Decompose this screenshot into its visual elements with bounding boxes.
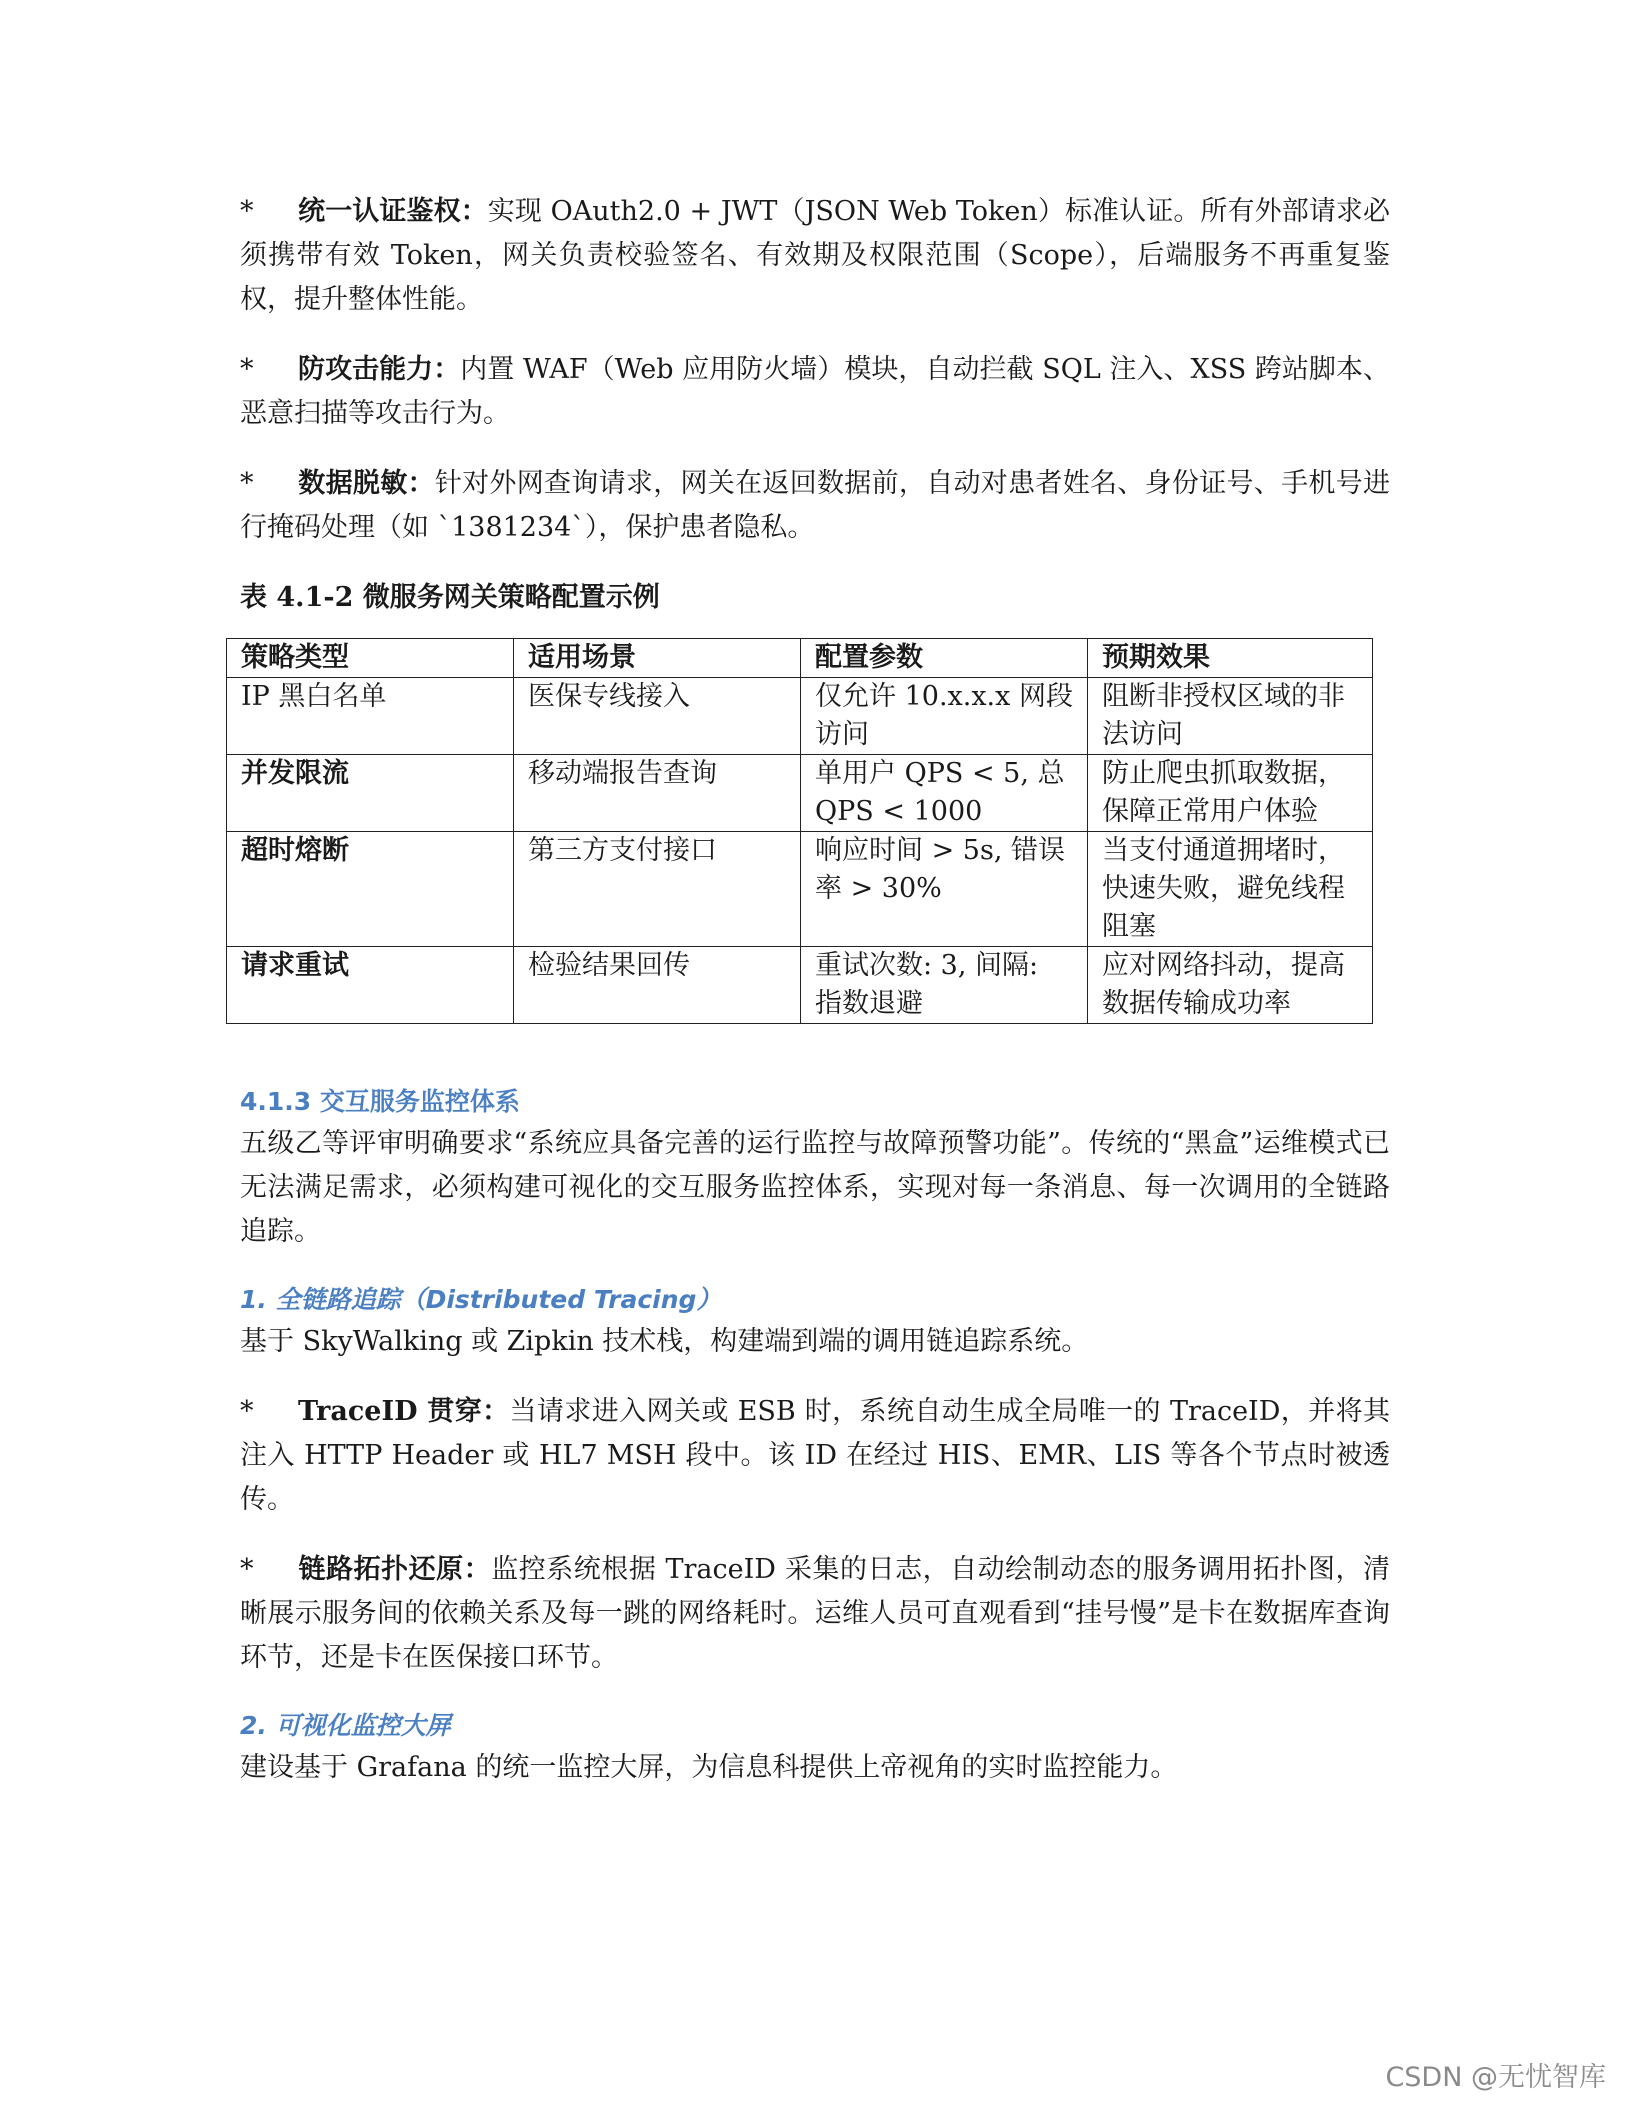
table-cell: 响应时间 > 5s, 错误率 > 30% — [801, 832, 1088, 947]
table-row — [227, 755, 1373, 832]
bullet-auth — [240, 190, 1390, 322]
bullet-text: 针对外网查询请求，网关在返回数据前，自动对患者姓名、身份证号、手机号进行掩码处理（如 `1381234`），保护患者隐私。 — [240, 468, 1391, 543]
table-cell: 重试次数: 3, 间隔: 指数退避 — [801, 947, 1088, 1024]
bullet-text: 当请求进入网关或 ESB 时，系统自动生成全局唯一的 TraceID，并将其注入 HTTP Header 或 HL7 MSH 段中。该 ID 在经过 HIS、EMR、LIS 等各个节点时被透传。 — [240, 1396, 1390, 1515]
bullet-title: 统一认证鉴权： — [298, 196, 488, 227]
subsection-heading-dashboard: 2. 可视化监控大屏 — [240, 1711, 451, 1740]
table-header-cell: 配置参数 — [801, 639, 1088, 678]
table-cell: 超时熔断 — [227, 832, 514, 947]
watermark: CSDN @无忧智库 — [1385, 2062, 1606, 2093]
bullet-text: 内置 WAF（Web 应用防火墙）模块，自动拦截 SQL 注入、XSS 跨站脚本、恶意扫描等攻击行为。 — [240, 354, 1390, 429]
section-heading: 4.1.3 交互服务监控体系 — [240, 1087, 520, 1116]
bullet-star: * — [240, 1396, 254, 1427]
table-cell: 防止爬虫抓取数据，保障正常用户体验 — [1088, 755, 1373, 832]
bullet-title: 链路拓扑还原： — [298, 1554, 492, 1585]
table-cell: 请求重试 — [227, 947, 514, 1024]
bullet-title: TraceID 贯穿： — [298, 1396, 510, 1427]
bullet-text: 监控系统根据 TraceID 采集的日志，自动绘制动态的服务调用拓扑图，清晰展示服务间的依赖关系及每一跳的网络耗时。运维人员可直观看到“挂号慢”是卡在数据库查询环节，还是卡在医保接口环节。 — [240, 1554, 1391, 1673]
gateway-policy-table — [226, 638, 1373, 1024]
table-cell: 第三方支付接口 — [514, 832, 801, 947]
bullet-star: * — [240, 196, 254, 227]
table-cell: 阻断非授权区域的非法访问 — [1088, 678, 1373, 755]
table-cell: 单用户 QPS < 5, 总 QPS < 1000 — [801, 755, 1088, 832]
table-header-row — [227, 639, 1373, 678]
table-cell: IP 黑白名单 — [227, 678, 514, 755]
table-header-cell: 策略类型 — [227, 639, 514, 678]
table-cell: 当支付通道拥堵时，快速失败，避免线程阻塞 — [1088, 832, 1373, 947]
bullet-topology — [240, 1548, 1390, 1680]
table-cell: 并发限流 — [227, 755, 514, 832]
bullet-star: * — [240, 1554, 254, 1585]
bullet-star: * — [240, 468, 254, 499]
table-cell: 应对网络抖动，提高数据传输成功率 — [1088, 947, 1373, 1024]
table-caption: 表 4.1-2 微服务网关策略配置示例 — [240, 582, 660, 613]
bullet-star: * — [240, 354, 254, 385]
bullet-title: 数据脱敏： — [298, 468, 435, 499]
table-cell: 仅允许 10.x.x.x 网段访问 — [801, 678, 1088, 755]
document-page — [240, 190, 1390, 1816]
table-cell: 检验结果回传 — [514, 947, 801, 1024]
section-intro: 五级乙等评审明确要求“系统应具备完善的运行监控与故障预警功能”。传统的“黑盒”运维模式已无法满足需求，必须构建可视化的交互服务监控体系，实现对每一条消息、每一次调用的全链路追踪。 — [240, 1128, 1390, 1247]
bullet-attack-defense — [240, 348, 1390, 436]
bullet-traceid — [240, 1390, 1390, 1522]
subsection-heading-tracing: 1. 全链路追踪（Distributed Tracing） — [240, 1285, 722, 1314]
table-row — [227, 947, 1373, 1024]
table-cell: 移动端报告查询 — [514, 755, 801, 832]
table-cell: 医保专线接入 — [514, 678, 801, 755]
subsection-intro-tracing: 基于 SkyWalking 或 Zipkin 技术栈，构建端到端的调用链追踪系统。 — [240, 1326, 1089, 1357]
subsection-intro-dashboard: 建设基于 Grafana 的统一监控大屏，为信息科提供上帝视角的实时监控能力。 — [240, 1752, 1178, 1783]
table-header-cell: 预期效果 — [1088, 639, 1373, 678]
table-row — [227, 832, 1373, 947]
table-row — [227, 678, 1373, 755]
bullet-title: 防攻击能力： — [298, 354, 461, 385]
bullet-text: 实现 OAuth2.0 + JWT（JSON Web Token）标准认证。所有外部请求必须携带有效 Token，网关负责校验签名、有效期及权限范围（Scope），后端服务不再重复鉴权，提升整体性能。 — [240, 196, 1391, 315]
table-header-cell: 适用场景 — [514, 639, 801, 678]
bullet-data-masking — [240, 462, 1390, 550]
